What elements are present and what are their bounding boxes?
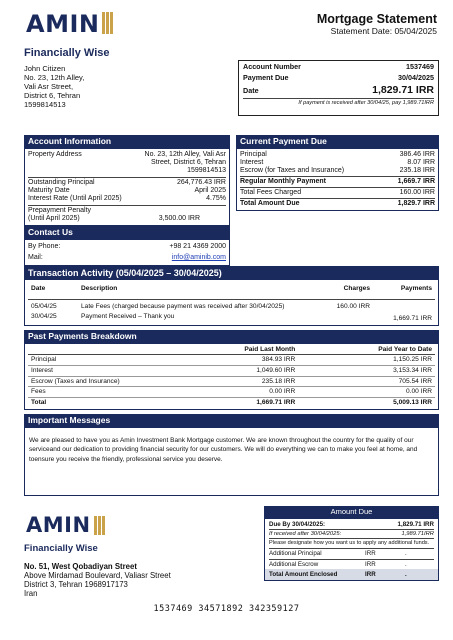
cell-ytd: 1,150.25 IRR xyxy=(393,356,432,364)
footer-address-line: No. 51, West Qobadiyan Street xyxy=(24,562,137,571)
logo-bars-icon xyxy=(101,10,113,34)
cell-label: Escrow (Taxes and Insurance) xyxy=(31,377,120,385)
property-value: No. 23, 12th Alley, Vali Asr Street, District 6, Tehran 1599814513 xyxy=(144,150,226,174)
col-paid-last-month: Paid Last Month xyxy=(244,345,296,353)
table-row xyxy=(28,312,435,324)
cell-ytd: 5,009.13 IRR xyxy=(393,398,432,406)
if-after-row xyxy=(269,531,434,538)
cell-last: 384.93 IRR xyxy=(261,356,296,364)
summary-box xyxy=(238,60,439,116)
tagline: Financially Wise xyxy=(24,47,110,59)
current-due-title: Current Payment Due xyxy=(236,135,439,149)
info-label: Maturity Date xyxy=(28,186,70,194)
due-by-value: 1,829.71 IRR xyxy=(397,520,434,528)
account-info-title: Account Information xyxy=(24,135,230,149)
customer-line: Vali Asr Street, xyxy=(24,82,74,91)
cell-last: 1,669.71 IRR xyxy=(256,398,296,406)
contact-title: Contact Us xyxy=(24,226,230,240)
customer-line: District 6, Tehran xyxy=(24,91,81,100)
transaction-table xyxy=(28,284,435,323)
total-due-value: 1,829.7 IRR xyxy=(397,200,435,207)
cell-last: 0.00 IRR xyxy=(269,388,296,396)
past-payments-table xyxy=(28,345,435,407)
additional-escrow-row xyxy=(269,561,434,568)
footer-logo-text: AMIN xyxy=(26,513,91,537)
due-label: Escrow (for Taxes and Insurance) xyxy=(240,166,345,174)
customer-line: No. 23, 12th Alley, xyxy=(24,73,85,82)
footer-address-line: Above Mirdamad Boulevard, Valiasr Street xyxy=(24,571,171,580)
due-row xyxy=(240,151,435,159)
total-enclosed-row xyxy=(265,569,438,580)
regular-payment-row xyxy=(240,178,435,186)
transaction-header-row xyxy=(28,284,435,299)
col-date: Date xyxy=(31,285,46,293)
messages-section xyxy=(24,414,439,496)
due-value: 235.18 IRR xyxy=(399,166,435,174)
payment-due-date: 30/04/2025 xyxy=(398,73,434,83)
phone-label: By Phone: xyxy=(28,242,61,250)
cell-payments: 1,669.71 IRR xyxy=(393,314,432,322)
date-label: Date xyxy=(243,85,259,95)
footer-amin-logo xyxy=(26,514,105,536)
if-after-value: 1,989.71IRR xyxy=(401,530,434,537)
footer-logo-bars-icon xyxy=(93,514,105,535)
table-row xyxy=(28,387,435,398)
penalty-value: 3,500.00 IRR xyxy=(158,215,200,223)
table-row xyxy=(28,365,435,376)
col-description: Description xyxy=(81,285,118,293)
fees-label: Total Fees Charged xyxy=(240,188,302,196)
additional-principal-row xyxy=(269,550,434,557)
footer-address-line: Iran xyxy=(24,589,38,598)
customer-name: John Citizen xyxy=(24,64,66,73)
payment-due-label: Payment Due xyxy=(243,73,289,83)
additional-principal-label: Additional Principal xyxy=(269,550,322,558)
additional-escrow-input[interactable]: . xyxy=(405,560,407,568)
mail-label: Mail: xyxy=(28,253,43,261)
total-enclosed-label: Total Amount Enclosed xyxy=(269,570,338,578)
cell-payments xyxy=(373,299,435,311)
total-due-row xyxy=(240,200,435,208)
payment-due-row xyxy=(243,74,434,82)
transaction-title: Transaction Activity (05/04/2025 – 30/04/2025) xyxy=(24,266,439,280)
customer-address xyxy=(24,64,84,109)
col-charges: Charges xyxy=(343,285,370,293)
cell-label: Total xyxy=(31,398,47,406)
logo-text: AMIN xyxy=(26,10,100,38)
cell-charges xyxy=(321,312,373,324)
cell-charges: 160.00 IRR xyxy=(336,302,370,310)
fees-value: 160.00 IRR xyxy=(399,188,435,196)
regular-payment-value: 1,669.7 IRR xyxy=(397,177,435,185)
due-by-label: Due By 30/04/2025: xyxy=(269,520,326,528)
info-value: 4.75% xyxy=(206,195,226,202)
info-label: Outstanding Principal xyxy=(28,178,95,186)
transaction-section xyxy=(24,266,439,326)
currency-label: IRR xyxy=(365,570,376,578)
messages-body: We are pleased to have you as Amin Investment Bank Mortgage customer. We are known throughout the country for the quality of our serviceand our dedication to providing financial security for our customers. We will do everything we can to make you feel at home, and toensure you receive the friendly, professional service you deserve. xyxy=(29,436,418,463)
penalty-row xyxy=(28,215,226,223)
amin-logo xyxy=(26,10,113,36)
info-value: April 2025 xyxy=(194,186,226,194)
regular-payment-label: Regular Monthly Payment xyxy=(240,177,326,185)
currency-label: IRR xyxy=(365,560,376,568)
due-row xyxy=(240,159,435,167)
cell-label: Interest xyxy=(31,366,53,374)
account-number-label: Account Number xyxy=(243,62,301,71)
footer-tagline: Financially Wise xyxy=(24,543,98,554)
total-due-label: Total Amount Due xyxy=(240,200,300,207)
statement-date: Statement Date: 05/04/2025 xyxy=(330,26,437,36)
past-payments-section xyxy=(24,330,439,410)
past-payments-title: Past Payments Breakdown xyxy=(24,330,439,344)
cell-ytd: 3,153.34 IRR xyxy=(393,366,432,374)
due-value: 8.07 IRR xyxy=(407,158,435,166)
due-row xyxy=(240,167,435,175)
table-row xyxy=(28,376,435,387)
footer-address xyxy=(24,562,171,598)
late-payment-note: If payment is received after 30/04/25, pay 1,989.71IRR xyxy=(298,99,434,106)
property-label: Property Address xyxy=(28,150,82,158)
penalty-period: (Until April 2025) xyxy=(28,215,80,223)
account-scan-line: 1537469 34571892 342359127 xyxy=(153,604,300,614)
account-info-section xyxy=(24,135,230,266)
penalty-label: Prepayment Penalty xyxy=(28,207,92,215)
additional-escrow-label: Additional Escrow xyxy=(269,560,319,568)
info-value: 264,776.43 IRR xyxy=(176,178,226,186)
amount-value: 1,829.71 IRR xyxy=(372,83,434,96)
cell-last: 1,049.60 IRR xyxy=(256,366,296,374)
fees-row xyxy=(240,189,435,197)
additional-principal-input[interactable]: . xyxy=(405,550,407,558)
mail-row xyxy=(28,254,226,262)
cell-label: Principal xyxy=(31,356,57,364)
due-by-row xyxy=(269,521,434,528)
info-row xyxy=(28,179,226,187)
info-row xyxy=(28,187,226,195)
table-row-total xyxy=(28,397,435,407)
amount-row xyxy=(243,84,434,96)
account-number-row xyxy=(243,63,434,71)
cell-ytd: 705.54 IRR xyxy=(398,377,432,385)
statement-title: Mortgage Statement xyxy=(316,12,437,26)
table-row xyxy=(28,299,435,311)
total-enclosed-input[interactable]: . xyxy=(405,570,407,578)
current-due-section xyxy=(236,135,439,211)
cell-date: 05/04/25 xyxy=(31,302,57,310)
cell-date: 30/04/25 xyxy=(31,312,57,320)
col-paid-ytd: Paid Year to Date xyxy=(378,345,432,353)
info-label: Interest Rate (Until April 2025) xyxy=(28,195,122,202)
designate-note: Please designate how you want us to apply any additional funds. xyxy=(269,540,430,547)
due-label: Principal xyxy=(240,150,267,158)
col-payments: Payments xyxy=(400,285,432,293)
cell-description: Payment Received – Thank you xyxy=(81,312,175,320)
messages-title: Important Messages xyxy=(24,414,439,428)
amount-due-coupon xyxy=(264,506,439,581)
due-value: 386.46 IRR xyxy=(399,150,435,158)
amount-due-title: Amount Due xyxy=(264,506,439,519)
cell-ytd: 0.00 IRR xyxy=(405,388,432,396)
footer-address-line: District 3, Tehran 1968917173 xyxy=(24,580,128,589)
past-header-row xyxy=(28,345,435,355)
due-label: Interest xyxy=(240,158,264,166)
currency-label: IRR xyxy=(365,550,376,558)
email-link[interactable]: info@aminib.com xyxy=(171,253,226,261)
cell-last: 235.18 IRR xyxy=(261,377,296,385)
phone-row xyxy=(28,243,226,251)
cell-label: Fees xyxy=(31,388,46,396)
if-after-label: If received after 30/04/2025: xyxy=(269,530,342,537)
customer-line: 1599814513 xyxy=(24,100,66,109)
phone-number: +98 21 4369 2000 xyxy=(169,242,226,250)
property-row xyxy=(28,151,226,175)
account-number: 1537469 xyxy=(406,62,434,71)
table-row xyxy=(28,355,435,366)
info-row xyxy=(28,195,226,203)
cell-description: Late Fees (charged because payment was received after 30/04/2025) xyxy=(81,302,285,310)
